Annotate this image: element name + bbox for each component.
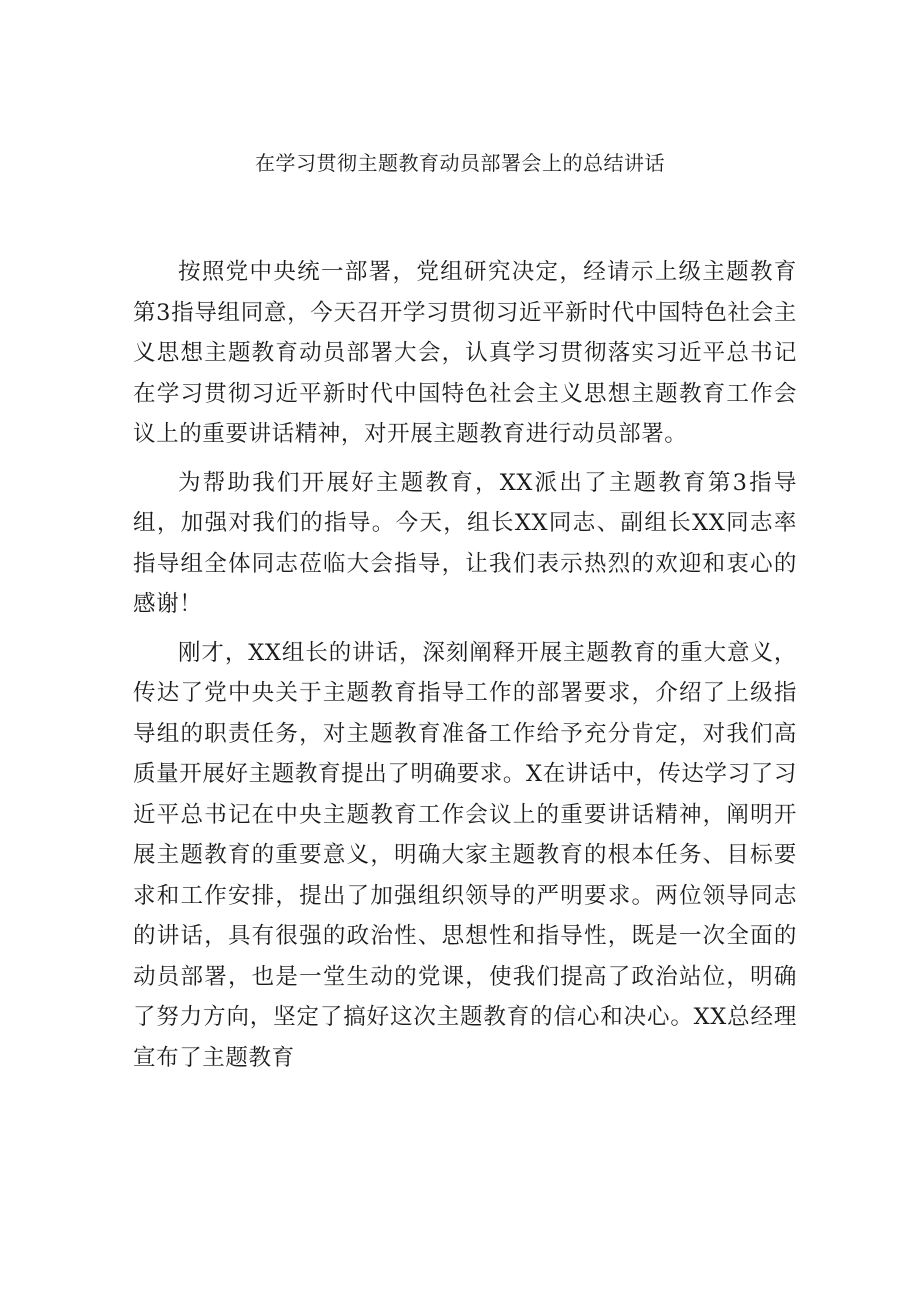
paragraph-3: 刚才，XX组长的讲话，深刻阐释开展主题教育的重大意义，传达了党中央关于主题教育指导工作的部署要求，介绍了上级指导组的职责任务，对主题教育准备工作给予充分肯定，对我们高质量开展好主题教育提出了明确要求。X在讲话中，传达学习了习近平总书记在中央主题教育工作会议上的重要讲话精神，阐明开展主题教育的重要意义，明确大家主题教育的根本任务、目标要求和工作安排，提出了加强组织领导的严明要求。两位领导同志的讲话，具有很强的政治性、思想性和指导性，既是一次全面的动员部署，也是一堂生动的党课，使我们提高了政治站位，明确了努力方向，坚定了搞好这次主题教育的信心和决心。XX总经理宣布了主题教育 — [133, 639, 797, 1071]
paragraph-2: 为帮助我们开展好主题教育，XX派出了主题教育第3指导组，加强对我们的指导。今天，组长XX同志、副组长XX同志率指导组全体同志莅临大会指导，让我们表示热烈的欢迎和衷心的感谢！ — [133, 469, 797, 617]
document-body — [133, 252, 797, 1086]
document-title: 在学习贯彻主题教育动员部署会上的总结讲话 — [255, 151, 665, 175]
paragraph-1: 按照党中央统一部署，党组研究决定，经请示上级主题教育第3指导组同意，今天召开学习贯彻习近平新时代中国特色社会主义思想主题教育动员部署大会，认真学习贯彻落实习近平总书记在学习贯彻习近平新时代中国特色社会主义思想主题教育工作会议上的重要讲话精神，对开展主题教育进行动员部署。 — [133, 259, 797, 447]
